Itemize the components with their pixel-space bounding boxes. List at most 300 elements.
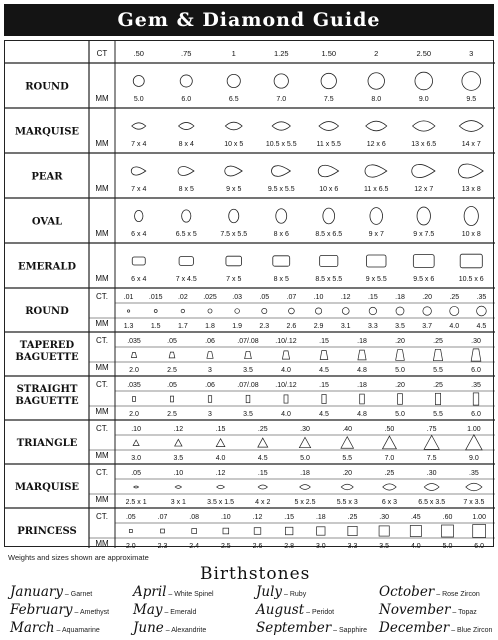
mm-value: 3.5 (379, 543, 390, 548)
ct-header-value: 1 (231, 49, 236, 58)
triangle-shape (424, 435, 439, 449)
birthstone-month: October (379, 584, 435, 600)
birthstone-entry (133, 620, 206, 636)
ct-value: .035 (127, 382, 141, 389)
ct-value: .15 (319, 338, 329, 345)
mm-value: 9.5 (466, 96, 477, 103)
mm-value: 7 x 4.5 (175, 276, 197, 283)
straight-baguette-shape (208, 396, 211, 403)
mm-value: 4.5 (257, 455, 268, 462)
mm-value: 7 x 5 (226, 276, 242, 283)
ct-value: .60 (442, 514, 453, 521)
ct-label: CT. (96, 512, 108, 521)
princess-shape (285, 527, 293, 535)
small-marquise-shape (217, 485, 225, 488)
ct-header-value: .50 (133, 49, 144, 58)
row-label: PRINCESS (17, 526, 77, 537)
birthstone-stone: Aquamarine (62, 627, 100, 634)
mm-value: 4.0 (215, 455, 226, 462)
ct-value: .50 (384, 426, 395, 433)
small-round-shape (235, 309, 240, 314)
separator-dash: – (62, 591, 71, 598)
mm-label: MM (95, 94, 109, 103)
ct-header-value: 2.50 (416, 49, 432, 58)
princess-shape (473, 525, 486, 538)
ct-header-value: 1.50 (321, 49, 337, 58)
mm-value: 7.5 x 5.5 (220, 231, 248, 238)
mm-label: MM (95, 274, 109, 283)
mm-value: 3.0 (315, 543, 326, 548)
emerald-gem-shape (179, 257, 193, 266)
mm-value: 9 x 7.5 (413, 231, 435, 238)
mm-label: MM (95, 407, 109, 416)
mm-value: 4.0 (410, 543, 421, 548)
marquise-gem-shape (225, 122, 242, 130)
mm-value: 6 x 3 (381, 499, 398, 506)
tapered-baguette-shape (245, 351, 252, 358)
mm-label: MM (95, 451, 109, 460)
separator-dash: – (449, 627, 458, 634)
ct-value: .25 (433, 382, 443, 389)
mm-label: MM (95, 495, 109, 504)
small-marquise-shape (383, 484, 396, 490)
pear-gem-shape (458, 164, 483, 178)
mm-value: 8 x 5 (273, 276, 289, 283)
ct-value: .06 (205, 382, 215, 389)
small-marquise-shape (424, 484, 439, 491)
ct-value: .75 (426, 426, 437, 433)
ct-value: .10/.12 (275, 338, 297, 345)
triangle-shape (299, 437, 310, 447)
ct-value: .10 (220, 514, 231, 521)
ct-value: .25 (347, 514, 358, 521)
separator-dash: – (163, 627, 172, 634)
ct-value: .12 (215, 470, 226, 477)
ct-value: .20 (395, 338, 405, 345)
ct-value: .07 (286, 294, 297, 301)
mm-value: 3.7 (422, 323, 433, 330)
triangle-shape (466, 435, 483, 450)
triangle-shape (382, 436, 396, 449)
ct-value: .15 (215, 426, 226, 433)
mm-value: 4 x 2 (255, 499, 271, 506)
birthstone-entry (379, 602, 477, 618)
separator-dash: – (282, 591, 290, 598)
ct-value: .18 (300, 470, 310, 477)
birthstone-stone: Sapphire (338, 627, 368, 634)
tapered-baguette-shape (320, 351, 328, 360)
ct-value: .05 (167, 382, 177, 389)
mm-value: 4.5 (319, 367, 329, 374)
ct-value: .35 (476, 294, 487, 301)
mm-value: 9.0 (469, 455, 479, 462)
mm-value: 4.5 (319, 411, 329, 418)
ct-value: .15 (257, 470, 268, 477)
marquise-gem-shape (366, 121, 387, 131)
ct-value: .05 (167, 338, 177, 345)
ct-value: .18 (357, 338, 367, 345)
mm-value: 7 x 4 (131, 141, 147, 148)
princess-shape (223, 528, 229, 534)
birthstone-entry (10, 584, 92, 600)
mm-value: 8.5 x 6.5 (315, 231, 343, 238)
emerald-gem-shape (460, 254, 482, 268)
mm-value: 6.0 (471, 411, 481, 418)
tapered-baguette-shape (169, 352, 175, 358)
ct-label: CT. (96, 336, 108, 345)
gem-size-table (4, 40, 494, 547)
row-label: MARQUISE (14, 482, 80, 493)
mm-value: 5.0 (442, 543, 453, 548)
birthstone-month: February (10, 602, 73, 618)
mm-value: 3 (208, 411, 212, 418)
row-label: ROUND (25, 81, 69, 93)
straight-baguette-shape (360, 394, 365, 404)
triangle-shape (258, 438, 268, 447)
mm-value: 8 x 4 (178, 141, 194, 148)
ct-value: .20 (342, 470, 353, 477)
ct-value: .15 (367, 294, 378, 301)
oval-gem-shape (417, 207, 430, 225)
princess-shape (161, 529, 165, 533)
birthstone-stone: Emerald (170, 609, 197, 616)
mm-value: 2.5 (220, 543, 231, 548)
mm-value: 3.1 (340, 323, 351, 330)
mm-value: 2.5 x 1 (125, 499, 147, 506)
mm-value: 7.5 (426, 455, 437, 462)
birthstone-month: April (133, 584, 167, 600)
marquise-gem-shape (272, 122, 290, 130)
birthstone-stone: Alexandrite (171, 627, 207, 634)
mm-value: 3.5 (173, 455, 184, 462)
separator-dash: – (434, 591, 443, 598)
mm-value: 11 x 5.5 (316, 141, 341, 148)
mm-value: 12 x 7 (414, 186, 434, 193)
birthstone-entry (379, 620, 492, 636)
separator-dash: – (162, 609, 171, 616)
tapered-baguette-shape (207, 352, 213, 359)
ct-value: .05 (131, 470, 141, 477)
oval-gem-shape (229, 209, 239, 222)
ct-value: .07 (157, 514, 168, 521)
ct-header-value: 1.25 (273, 49, 289, 58)
ct-value: .25 (384, 470, 395, 477)
round-gem-shape (133, 76, 144, 87)
princess-shape (254, 528, 261, 535)
birthstone-stone: Rose Zircon (442, 591, 480, 598)
marquise-gem-shape (413, 121, 435, 131)
mm-value: 8.0 (371, 96, 382, 103)
mm-value: 4.5 (476, 323, 487, 330)
ct-value: .025 (203, 294, 217, 301)
ct-value: .20 (395, 382, 405, 389)
ct-value: .30 (379, 514, 390, 521)
mm-value: 8 x 6 (273, 231, 289, 238)
marquise-gem-shape (132, 123, 146, 129)
princess-shape (410, 525, 421, 536)
mm-value: 5.0 (395, 367, 405, 374)
marquise-gem-shape (179, 122, 194, 129)
emerald-gem-shape (273, 256, 290, 266)
triangle-shape (216, 439, 225, 447)
ct-value: .10 (131, 426, 141, 433)
straight-baguette-shape (170, 396, 173, 402)
mm-value: 7 x 4 (131, 186, 147, 193)
birthstone-month: August (256, 602, 305, 618)
pear-gem-shape (131, 167, 146, 175)
gem-size-chart (5, 41, 495, 548)
mm-value: 13 x 8 (461, 186, 481, 193)
ct-value: .25 (449, 294, 460, 301)
ct-value: .35 (471, 382, 481, 389)
birthstone-stone: Peridot (311, 609, 335, 616)
mm-value: 5.0 (395, 411, 405, 418)
mm-value: 4.8 (357, 411, 367, 418)
pear-gem-shape (318, 165, 338, 177)
birthstone-month: December (379, 620, 450, 636)
birthstone-stone: Ruby (289, 591, 307, 598)
birthstone-entry (10, 602, 109, 618)
ct-value: .18 (315, 514, 326, 521)
straight-baguette-shape (284, 395, 288, 403)
marquise-gem-shape (319, 122, 339, 131)
round-gem-shape (462, 72, 481, 91)
birthstone-entry (256, 602, 334, 618)
pear-gem-shape (272, 166, 291, 177)
mm-value: 2.9 (313, 323, 324, 330)
mm-value: 6.5 x 5 (175, 231, 197, 238)
small-marquise-shape (175, 486, 181, 489)
oval-gem-shape (182, 210, 191, 222)
mm-value: 4.0 (449, 323, 460, 330)
mm-value: 6.0 (474, 543, 485, 548)
mm-value: 5.5 x 3 (336, 499, 358, 506)
mm-value: 3 x 1 (170, 499, 186, 506)
emerald-gem-shape (226, 256, 242, 266)
birthstone-month: March (10, 620, 55, 636)
mm-value: 3.5 (243, 367, 253, 374)
round-gem-shape (415, 72, 433, 90)
princess-shape (192, 529, 197, 534)
birthstone-month: July (256, 584, 283, 600)
mm-value: 2.8 (284, 543, 295, 548)
ct-value: .07/.08 (237, 382, 259, 389)
mm-label: MM (95, 139, 109, 148)
separator-dash: – (166, 591, 175, 598)
small-round-shape (289, 308, 295, 314)
birthstone-entry (379, 584, 480, 600)
emerald-gem-shape (320, 255, 338, 266)
mm-value: 2.5 (167, 367, 177, 374)
mm-value: 6.0 (471, 367, 481, 374)
ct-label: CT. (96, 468, 108, 477)
birthstone-stone: Topaz (458, 609, 477, 616)
separator-dash: – (450, 609, 459, 616)
mm-value: 1.9 (232, 323, 243, 330)
round-gem-shape (368, 73, 385, 90)
small-round-shape (450, 306, 459, 315)
oval-gem-shape (370, 208, 383, 225)
small-marquise-shape (300, 485, 311, 490)
pear-gem-shape (365, 165, 387, 177)
oval-gem-shape (276, 209, 287, 224)
mm-value: 2.5 (167, 411, 177, 418)
ct-value: .40 (342, 426, 353, 433)
straight-baguette-shape (322, 395, 326, 404)
mm-value: 10.5 x 5.5 (265, 141, 297, 148)
ct-value: 1.00 (472, 514, 486, 521)
ct-value: .10 (173, 470, 184, 477)
mm-value: 10 x 5 (224, 141, 244, 148)
princess-shape (379, 526, 389, 536)
mm-value: 11 x 6.5 (364, 186, 389, 193)
ct-value: .015 (148, 294, 163, 301)
ct-value: .01 (123, 294, 134, 301)
mm-value: 4.8 (357, 367, 367, 374)
ct-value: .05 (259, 294, 270, 301)
birthstone-entry (10, 620, 100, 636)
mm-value: 1.8 (205, 323, 215, 330)
ct-value: .45 (410, 514, 421, 521)
straight-baguette-shape (246, 395, 250, 402)
small-marquise-shape (466, 483, 482, 491)
mm-value: 9 x 7 (368, 231, 384, 238)
mm-value: 10 x 6 (319, 186, 339, 193)
triangle-shape (175, 439, 182, 446)
ct-value: .035 (127, 338, 141, 345)
mm-value: 4.0 (281, 367, 291, 374)
ct-value: .25 (433, 338, 443, 345)
mm-value: 6 x 4 (131, 231, 147, 238)
mm-value: 3.5 (243, 411, 253, 418)
mm-label: MM (95, 229, 109, 238)
birthstone-entry (133, 602, 196, 618)
ct-value: .30 (426, 470, 437, 477)
ct-value: .15 (319, 382, 329, 389)
emerald-gem-shape (132, 257, 145, 265)
mm-label: MM (95, 319, 109, 328)
triangle-shape (341, 437, 354, 449)
birthstone-month: September (256, 620, 332, 636)
ct-value: .10 (313, 294, 324, 301)
princess-shape (348, 526, 357, 535)
small-round-shape (396, 307, 404, 315)
ct-value: .18 (395, 294, 405, 301)
mm-value: 6.5 (228, 96, 239, 103)
princess-shape (317, 527, 325, 535)
mm-value: 14 x 7 (461, 141, 481, 148)
separator-dash: – (304, 609, 312, 616)
mm-value: 5.5 (433, 367, 443, 374)
pear-gem-shape (412, 164, 435, 177)
mm-value: 3.3 (347, 543, 358, 548)
mm-value: 6.5 x 3.5 (418, 499, 446, 506)
ct-value: .10/.12 (275, 382, 297, 389)
small-round-shape (154, 310, 157, 313)
birthstone-stone: White Spinel (174, 591, 214, 598)
birthstone-entry (256, 620, 367, 636)
mm-value: 12 x 6 (366, 141, 386, 148)
mm-value: 2.0 (129, 411, 139, 418)
mm-value: 3.3 (367, 323, 378, 330)
mm-value: 3.5 (395, 323, 405, 330)
mm-value: 2.3 (259, 323, 270, 330)
mm-label: MM (95, 184, 109, 193)
ct-header-value: 2 (374, 49, 379, 58)
row-label: EMERALD (17, 261, 77, 273)
ct-value: .35 (469, 470, 479, 477)
mm-value: 4.0 (281, 411, 291, 418)
mm-label: MM (95, 363, 109, 372)
birthstone-month: January (10, 584, 63, 600)
mm-value: 5.5 (433, 411, 443, 418)
small-round-shape (315, 308, 321, 314)
row-label: BAGUETTE (15, 352, 79, 363)
tapered-baguette-shape (358, 350, 366, 360)
straight-baguette-shape (435, 393, 440, 404)
ct-value: .30 (471, 338, 481, 345)
mm-value: 10.5 x 6 (458, 276, 484, 283)
mm-value: 9.0 (418, 96, 429, 103)
row-label: PEAR (31, 171, 63, 183)
small-marquise-shape (341, 484, 353, 490)
ct-header-value: 3 (469, 49, 474, 58)
oval-gem-shape (135, 210, 143, 221)
row-label: ROUND (25, 306, 69, 317)
small-round-shape (423, 307, 432, 316)
mm-value: 6.0 (181, 96, 192, 103)
oval-gem-shape (464, 206, 478, 225)
separator-dash: – (54, 627, 62, 634)
tapered-baguette-shape (433, 349, 442, 360)
round-gem-shape (321, 73, 336, 88)
mm-value: 2.6 (252, 543, 263, 548)
mm-value: 5 x 2.5 (294, 499, 316, 506)
mm-value: 9 x 5 (226, 186, 242, 193)
mm-value: 7.0 (384, 455, 395, 462)
birthstone-month: November (379, 602, 451, 618)
mm-value: 6 x 4 (131, 276, 147, 283)
small-round-shape (127, 310, 129, 312)
ct-value: .30 (300, 426, 310, 433)
row-label: TAPERED (19, 340, 75, 351)
ct-value: .06 (205, 338, 215, 345)
row-label: TRIANGLE (16, 438, 78, 449)
straight-baguette-shape (133, 397, 136, 402)
princess-shape (129, 530, 132, 533)
small-round-shape (369, 307, 376, 314)
approximate-note: Weights and sizes shown are approximate (8, 553, 149, 562)
small-round-shape (477, 306, 487, 316)
mm-value: 2.4 (189, 543, 200, 548)
row-label: MARQUISE (14, 126, 80, 138)
straight-baguette-shape (473, 393, 479, 405)
emerald-gem-shape (367, 255, 387, 267)
mm-value: 8 x 5 (178, 186, 194, 193)
mm-value: 13 x 6.5 (411, 141, 437, 148)
small-marquise-shape (134, 486, 139, 488)
ct-label: CT. (96, 424, 108, 433)
separator-dash: – (72, 609, 80, 616)
small-round-shape (208, 309, 212, 313)
row-label: BAGUETTE (15, 396, 79, 407)
small-marquise-shape (258, 485, 267, 489)
birthstone-month: May (133, 602, 163, 618)
ct-label: CT. (96, 292, 108, 301)
mm-value: 3.0 (131, 455, 141, 462)
pear-gem-shape (225, 166, 242, 176)
round-gem-shape (180, 75, 192, 87)
